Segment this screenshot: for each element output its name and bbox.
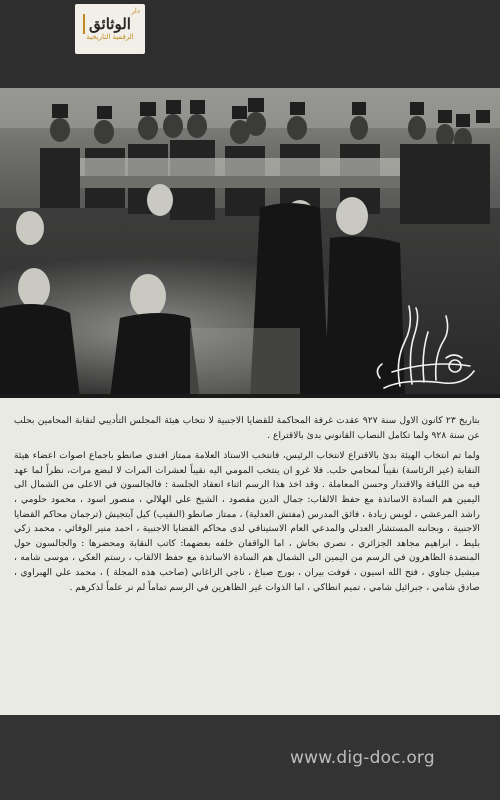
historic-photograph: [0, 88, 500, 398]
logo-accent-mark: [83, 14, 91, 34]
site-url-link[interactable]: www.dig-doc.org: [290, 748, 435, 768]
photograph-image: [0, 88, 500, 398]
document-scan: [0, 398, 500, 715]
document-paragraph: بتاريخ ٢٣ كانون الاول سنة ٩٢٧ عقدت غرفة المحاكمة للقضايا الاجنبية لا نتخاب هيئة المجلس التأديبي لنقابة المحامين بحلب عن سنة ٩٢٨ ولما تكامل النصاب القانوني بدئ بالاقتراع .: [14, 415, 480, 441]
logo-word: الوثائق: [89, 15, 131, 33]
document-text: [14, 414, 480, 601]
logo-prefix: دار: [131, 7, 140, 15]
document-paragraph: ولما تم انتخاب الهيئة بدئ بالاقتراع لانتخاب الرئيس، فانتخب الاستاذ العلامة ممتاز افندي صانطو باجماع اصوات اعضاء هيئة النقابة (غير الرئاسة) نقيباً لمحامي حلب. فلا غرو ان ينتخب المومي اليه نقيباً لعشرات المرات لا لبضع مرات، نظراً لما عهد فيه من اللياقة والاقتدار وحسن المعاملة . وقد اخذ هذا الرسم اثناء انعقاد الجلسة : فالجالسون في الاعلى من الشمال الى اليمين هم السادة الاساتذة مع حفظ الالقاب: جمال الدين مقصود ، الشيخ علي الهلالي ، منصور اسود ، محمود حلومي ، راشد المرعشي ، لويس زيادة ، فائق المدرس (مفتش العدلية) ، ممتاز صانطو (النقيب) كيل آيتجيش (ترجمان محاكم القضايا الاجنبية ، وبجانبه المستشار العدلي والمدعي العام الاستينافي لدى محاكم القضايا الاجنبية ، احمد منير الوفائي ، محمد زكي بليط ، ابراهيم مجاهد الجزائري ، نصري بخاش ، اما الواقفان خلفه بعضهما: كاتب النقابة ومحضرها : والجالسون حول المنضدة الظاهرون في الرسم من اليمين الى الشمال هم السادة الاساتذة مع حفظ الالقاب ، رستم العكي ، موسى شامه ، ميشيل جناوي ، فتح الله اسيون ، فوفت بيران ، بورج صباغ ، ناجي الزاغاني (صاحب هذه المجلة ) ، محمد علي الهبراوي ، صادق شامي ، جبرائيل شامي ، تميم انطاكي ، اما الذوات غير الظاهرين في الرسم تماماً لم نر علماً لذكرهم .: [14, 450, 480, 593]
site-logo[interactable]: [75, 4, 145, 54]
logo-subtitle: الرقمية التاريخية: [86, 33, 134, 41]
